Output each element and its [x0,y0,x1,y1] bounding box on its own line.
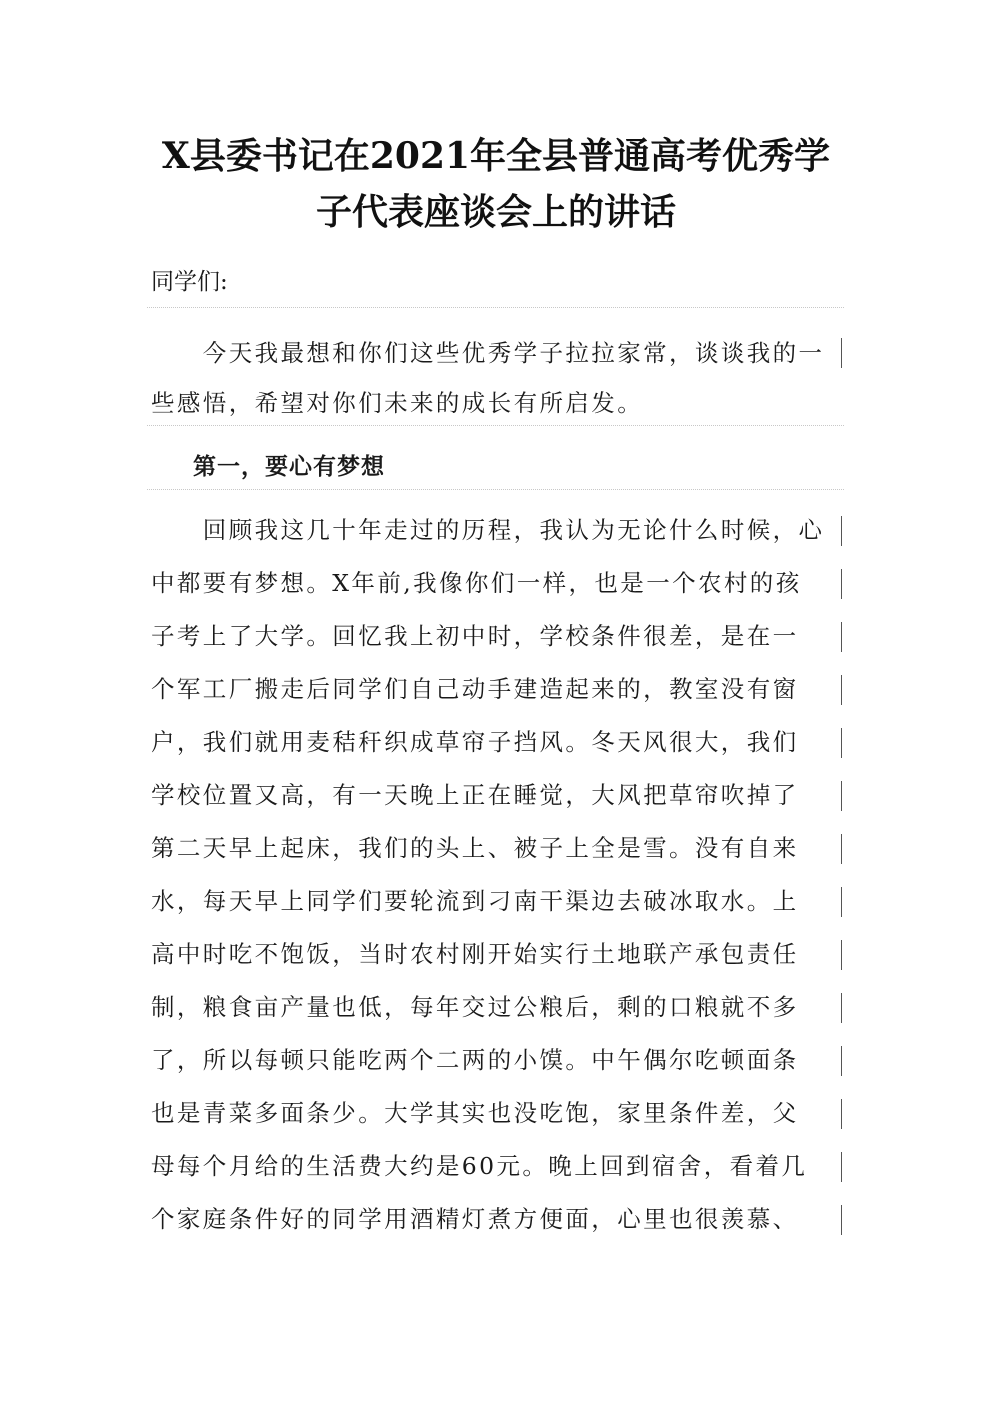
margin-bar [841,569,842,599]
body-line: 回顾我这几十年走过的历程，我认为无论什么时候，心 [151,516,825,544]
salutation: 同学们: [151,269,228,295]
body-line: 母每个月给的生活费大约是60元。晚上回到宿舍，看着几 [151,1152,808,1180]
body-line: 个家庭条件好的同学用酒精灯煮方便面，心里也很羡慕、 [151,1205,799,1233]
margin-bar [841,940,842,970]
divider [147,307,844,308]
divider [147,489,844,490]
body-line: 户，我们就用麦秸秆织成草帘子挡风。冬天风很大，我们 [151,728,799,756]
body-line: 也是青菜多面条少。大学其实也没吃饱，家里条件差，父 [151,1099,799,1127]
body-line: 中都要有梦想。X年前,我像你们一样，也是一个农村的孩 [151,569,802,597]
margin-bar [841,834,842,864]
body-line: 个军工厂搬走后同学们自己动手建造起来的，教室没有窗 [151,675,799,703]
divider [147,425,844,426]
margin-bar [841,993,842,1023]
margin-bar [841,1046,842,1076]
body-line: 学校位置又高，有一天晚上正在睡觉，大风把草帘吹掉了 [151,781,799,809]
title-line-1: X县委书记在2021年全县普通高考优秀学 [161,135,831,177]
intro-line-2: 些感悟，希望对你们未来的成长有所启发。 [151,389,644,417]
body-line: 子考上了大学。回忆我上初中时，学校条件很差，是在一 [151,622,799,650]
margin-bar [841,675,842,705]
section-heading: 第一，要心有梦想 [193,454,385,480]
margin-bar [841,1205,842,1235]
margin-bar [841,781,842,811]
body-line: 高中时吃不饱饭，当时农村刚开始实行土地联产承包责任 [151,940,799,968]
title-line-2: 子代表座谈会上的讲话 [315,191,676,233]
margin-bar [841,622,842,652]
document-title [120,128,872,240]
margin-bar [841,338,842,368]
margin-bar [841,1152,842,1182]
body-line: 制，粮食亩产量也低，每年交过公粮后，剩的口粮就不多 [151,993,799,1021]
margin-bar [841,1099,842,1129]
body-line: 了，所以每顿只能吃两个二两的小馍。中午偶尔吃顿面条 [151,1046,799,1074]
margin-bar [841,887,842,917]
intro-line-1: 今天我最想和你们这些优秀学子拉拉家常，谈谈我的一 [151,339,825,367]
body-line: 水，每天早上同学们要轮流到刁南干渠边去破冰取水。上 [151,887,799,915]
margin-bar [841,728,842,758]
margin-bar [841,516,842,546]
body-line: 第二天早上起床，我们的头上、被子上全是雪。没有自来 [151,834,799,862]
